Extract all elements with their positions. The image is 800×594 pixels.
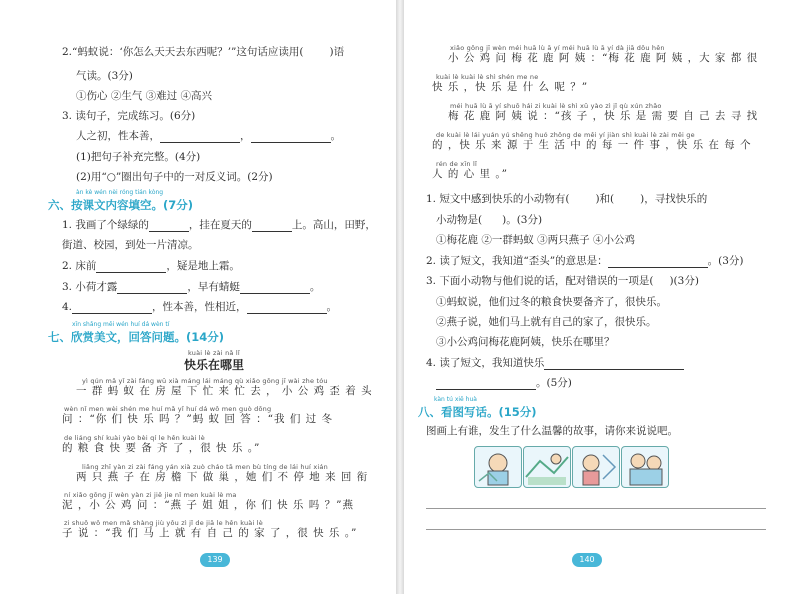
picture-panel-3 xyxy=(572,446,620,488)
fill-2: 2. 床前 ，疑是地上霜。 xyxy=(62,260,240,272)
question-3-sub1: (1)把句子补充完整。(4分) xyxy=(76,151,201,163)
story-line: 快 乐 ，快 乐 是 什 么 呢 ？” xyxy=(432,81,589,93)
story-line: 泥 ，小 公 鸡 问 ：“燕 子 姐 姐 ，你 们 快 乐 吗 ？”燕 xyxy=(62,499,354,511)
section-8-heading: 八、看图写话。(15分) xyxy=(418,405,537,419)
story-line: 的 ，快 乐 来 源 于 生 活 中 的 每 一 件 事 ，快 乐 在 每 个 xyxy=(432,139,752,151)
story-line-pinyin: kuài lè kuài lè shì shén me ne xyxy=(436,73,539,81)
writing-line[interactable] xyxy=(426,529,766,530)
page-number: 140 xyxy=(572,553,602,567)
section-8-pinyin: kàn tú xiě huà xyxy=(434,396,477,403)
question-r1-cont: 小动物是( )。(3分) xyxy=(436,214,543,226)
section-6-pinyin: àn kè wén nèi róng tián kòng xyxy=(76,189,164,196)
question-r3-option-3: ③小公鸡问梅花鹿阿姨，快乐在哪里？ xyxy=(436,336,615,348)
fill-1: 1. 我画了个绿绿的 ，挂在夏天的 上。高山，田野， xyxy=(62,219,376,231)
story-line-pinyin: de liáng shí kuài yào bèi qí le hěn kuài lè xyxy=(64,434,206,442)
story-line-pinyin: méi huā lù ā yí shuō hái zi kuài lè shì xū yào zì jǐ qù xún zhǎo xyxy=(450,102,662,110)
question-2-cont: 气读。(3分) xyxy=(76,70,133,82)
right-page xyxy=(404,0,800,594)
fill-4: 4. ，性本善，性相近， 。 xyxy=(62,301,338,313)
story-line-pinyin: yì qún mǎ yǐ zài fáng wū xià máng lái máng qù xiǎo gōng jī wài zhe tóu xyxy=(82,377,328,385)
question-3-sub2: (2)用“○”圈出句子中的一对反义词。(2分) xyxy=(76,171,273,183)
section-6-heading: 六、按课文内容填空。(7分) xyxy=(48,198,194,212)
story-line-pinyin: zi shuō wǒ men mǎ shàng jiù yǒu zì jǐ de jiā le hěn kuài lè xyxy=(64,519,263,527)
section-7-heading: 七、欣赏美文，回答问题。(14分) xyxy=(48,330,225,344)
question-r1-options: ①梅花鹿 ②一群蚂蚁 ③两只燕子 ④小公鸡 xyxy=(436,234,636,246)
picture-panel-4 xyxy=(621,446,669,488)
story-line: 子 说 ：“我 们 马 上 就 有 自 己 的 家 了 ，很 快 乐 。” xyxy=(62,527,358,539)
story-line: 人 的 心 里 。” xyxy=(432,168,508,180)
question-r3-option-1: ①蚂蚁说，他们过冬的粮食快要备齐了，很快乐。 xyxy=(436,296,667,308)
question-3: 3. 读句子，完成练习。(6分) xyxy=(62,110,196,122)
picture-panel-1 xyxy=(474,446,522,488)
left-page xyxy=(0,0,396,594)
story-title-pinyin: kuài lè zài nǎ lǐ xyxy=(188,349,240,357)
section-8-prompt: 图画上有谁，发生了什么温馨的故事，请你来说说吧。 xyxy=(426,425,678,437)
story-line: 一 群 蚂 蚁 在 房 屋 下 忙 来 忙 去 ， 小 公 鸡 歪 着 头 xyxy=(76,385,373,397)
question-r3-option-2: ②燕子说，她们马上就有自己的家了，很快乐。 xyxy=(436,316,657,328)
page-number: 139 xyxy=(200,553,230,567)
question-r4-cont: 。(5分) xyxy=(436,377,572,390)
question-3-sentence: 人之初，性本善， ， 。 xyxy=(76,130,341,142)
book-gutter xyxy=(396,0,404,594)
question-r3: 3. 下面小动物与他们说的话，配对错误的一项是( )(3分) xyxy=(426,275,699,287)
story-title: 快乐在哪里 xyxy=(184,358,245,372)
story-line: 问 ：“你 们 快 乐 吗 ？”蚂 蚁 回 答 ：“我 们 过 冬 xyxy=(62,413,333,425)
question-r4: 4. 读了短文，我知道快乐 xyxy=(426,357,684,370)
question-r1: 1. 短文中感到快乐的小动物有( )和( )，寻找快乐的 xyxy=(426,193,708,205)
story-line-pinyin: ní xiǎo gōng jī wèn yàn zi jiě jie nǐ men kuài lè ma xyxy=(64,491,237,499)
question-2-options: ①伤心 ②生气 ③难过 ④高兴 xyxy=(76,90,213,102)
picture-panel-2 xyxy=(523,446,571,488)
story-line-pinyin: xiǎo gōng jī wèn méi huā lù ā yí méi huā lù ā yí dà jiā dōu hěn xyxy=(450,44,665,52)
story-line: 的 粮 食 快 要 备 齐 了 ，很 快 乐 。” xyxy=(62,442,261,454)
question-2: 2.“蚂蚁说：‘你怎么天天去东西呢？’”这句话应读用( )语 xyxy=(62,46,345,58)
story-line-pinyin: de kuài lè lái yuán yú shēng huó zhōng de měi yí jiàn shì kuài lè zài měi ge xyxy=(436,131,695,139)
story-line: 两 只 燕 子 在 房 檐 下 做 巢 ，她 们 不 停 地 来 回 衔 xyxy=(76,471,369,483)
fill-1-cont: 街道、校园，到处一片清凉。 xyxy=(62,239,199,251)
fill-3: 3. 小荷才露 ，早有蜻蜓 。 xyxy=(62,281,321,293)
story-line: 小 公 鸡 问 梅 花 鹿 阿 姨 ：“梅 花 鹿 阿 姨 ，大 家 都 很 xyxy=(448,52,759,64)
writing-line[interactable] xyxy=(426,508,766,509)
story-line-pinyin: wèn nǐ men wèi shén me huí mǎ yǐ huí dá wǒ men guò dōng xyxy=(64,405,272,413)
question-r2: 2. 读了短文，我知道“歪头”的意思是： 。(3分) xyxy=(426,255,744,267)
story-line: 梅 花 鹿 阿 姨 说 ：“孩 子 ，快 乐 是 需 要 自 己 去 寻 找 xyxy=(448,110,759,122)
story-line-pinyin: rén de xīn lǐ xyxy=(436,160,477,168)
story-line-pinyin: liǎng zhī yàn zi zài fáng yán xià zuò cháo tā men bù tíng de lái huí xián xyxy=(82,463,328,471)
section-7-pinyin: xīn shǎng měi wén huí dá wèn tí xyxy=(72,321,170,328)
